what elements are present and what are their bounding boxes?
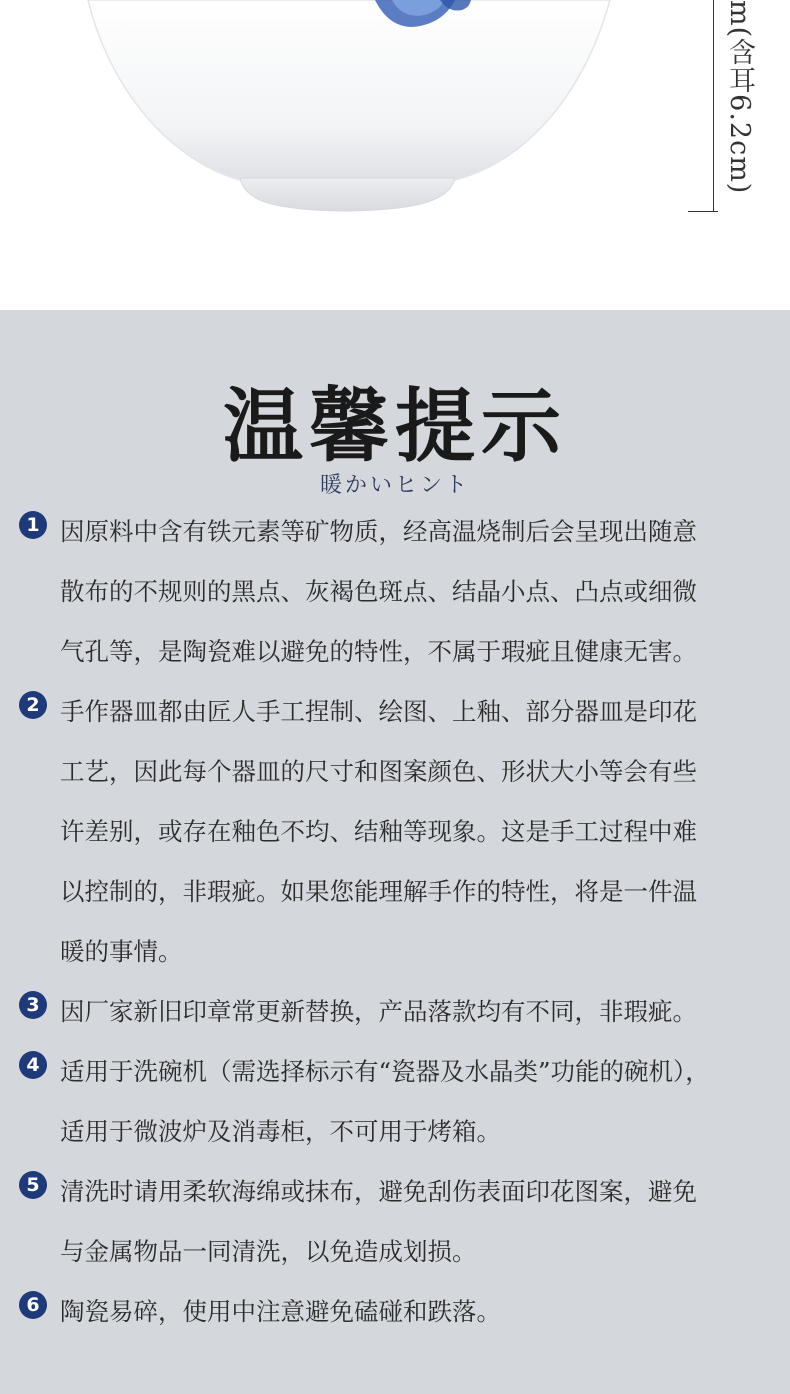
product-image-area (0, 0, 790, 310)
tip-text: 清洗时请用柔软海绵或抹布，避免刮伤表面印花图案，避免 与金属物品一同清洗，以免造成划损。 (60, 1177, 697, 1266)
tip-number-badge: 1 (19, 511, 47, 539)
tips-subtitle: 暖かいヒント (319, 473, 470, 498)
tips-section (0, 310, 790, 1394)
tip-text: 因厂家新旧印章常更新替换，产品落款均有不同，非瑕疵。 (60, 997, 697, 1026)
tip-text: 陶瓷易碎，使用中注意避免磕碰和跌落。 (60, 1297, 501, 1326)
dimension-label: m(含耳6.2cm) (724, 0, 755, 195)
tip-text: 适用于洗碗机（需选择标示有“瓷器及水晶类”功能的碗机）， 适用于微波炉及消毒柜，不可用于烤箱。 (60, 1057, 710, 1146)
tip-number-badge: 5 (19, 1171, 47, 1199)
tip-number-badge: 6 (19, 1291, 47, 1319)
dimension-tick (688, 211, 718, 212)
tip-text: 因原料中含有铁元素等矿物质，经高温烧制后会呈现出随意 散布的不规则的黑点、灰褐色斑点、结晶小点、凸点或细微 气孔等，是陶瓷难以避免的特性，不属于瑕疵且健康无害。 (60, 517, 697, 666)
bowl-icon (0, 0, 700, 310)
tip-number-badge: 2 (19, 691, 47, 719)
tip-number-badge: 4 (19, 1051, 47, 1079)
tips-title: 温馨提示 (223, 379, 567, 473)
tip-text: 手作器皿都由匠人手工捏制、绘图、上釉、部分器皿是印花 工艺，因此每个器皿的尺寸和图案颜色、形状大小等会有些 许差别，或存在釉色不均、结釉等现象。这是手工过程中难 以控制的，非瑕疵。如果您能理解手作的特性，将是一件温 暖的事情。 (60, 697, 697, 966)
tip-number-badge: 3 (19, 991, 47, 1019)
dimension-line (713, 0, 714, 212)
